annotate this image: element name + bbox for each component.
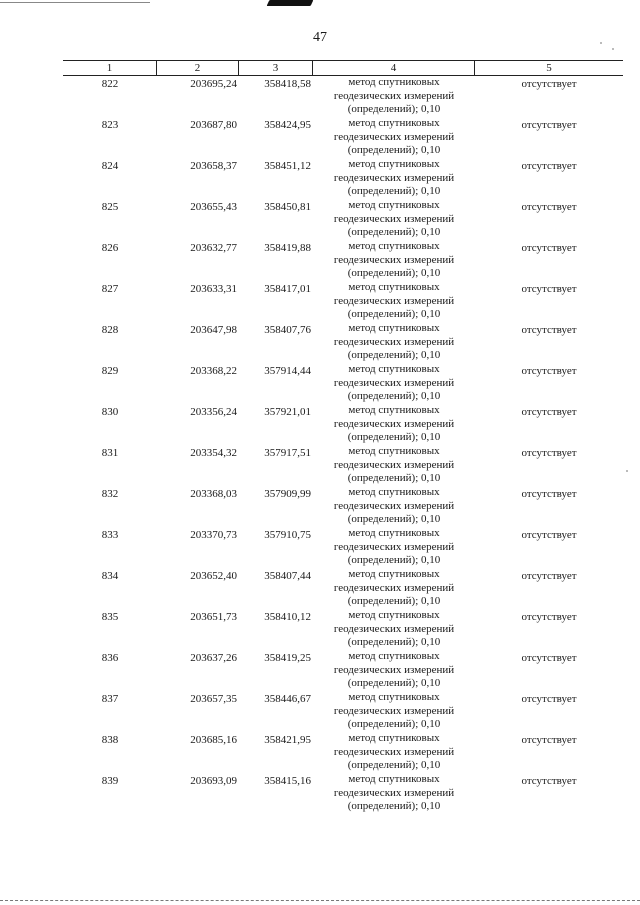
point-number	[63, 404, 157, 445]
coordinate-y-text: 358407,76	[264, 324, 311, 336]
coordinate-y-text: 358417,01	[264, 283, 311, 295]
coordinate-x-text: 203368,22	[190, 365, 237, 377]
coordinate-y-text: 357914,44	[264, 365, 311, 377]
coordinate-y	[239, 117, 313, 158]
coordinate-x-text: 203687,80	[190, 119, 237, 131]
coordinate-y-text: 358450,81	[264, 201, 311, 213]
point-number	[63, 281, 157, 322]
method-line: метод спутниковых	[348, 650, 440, 662]
point-description	[475, 363, 623, 404]
table-row	[63, 199, 623, 240]
coordinate-x	[157, 117, 239, 158]
point-number	[63, 691, 157, 732]
point-description	[475, 486, 623, 527]
method-line: метод спутниковых	[348, 404, 440, 416]
point-number	[63, 199, 157, 240]
table-row	[63, 486, 623, 527]
point-number-text: 832	[101, 488, 119, 500]
method-line: геодезических измерений	[333, 171, 455, 184]
coordinate-y	[239, 363, 313, 404]
table-row	[63, 650, 623, 691]
point-number	[63, 76, 157, 117]
method-line: метод спутниковых	[348, 445, 440, 457]
point-description-text: отсутствует	[521, 406, 577, 418]
point-number-text: 824	[101, 160, 119, 172]
coordinate-x-text: 203632,77	[190, 242, 237, 254]
coordinate-y	[239, 650, 313, 691]
point-description	[475, 650, 623, 691]
table-row	[63, 404, 623, 445]
point-description	[475, 158, 623, 199]
coordinate-x-text: 203370,73	[190, 529, 237, 541]
method-line: геодезических измерений	[333, 417, 455, 430]
coordinate-y-text: 357921,01	[264, 406, 311, 418]
method-line: метод спутниковых	[348, 158, 440, 170]
coordinate-x-text: 203651,73	[190, 611, 237, 623]
method-line: (определений); 0,10	[347, 472, 441, 484]
coordinate-x	[157, 691, 239, 732]
point-number	[63, 650, 157, 691]
coordinate-x	[157, 240, 239, 281]
table-row	[63, 158, 623, 199]
point-description	[475, 76, 623, 117]
coordinate-y-text: 358419,25	[264, 652, 311, 664]
method-line: метод спутниковых	[348, 322, 440, 334]
point-description	[475, 527, 623, 568]
method-line: (определений); 0,10	[347, 636, 441, 648]
coordinate-y-text: 357909,99	[264, 488, 311, 500]
point-number-text: 827	[101, 283, 119, 295]
method-line: метод спутниковых	[348, 527, 440, 539]
method-line: (определений); 0,10	[347, 390, 441, 402]
coordinate-x	[157, 76, 239, 117]
coordinate-y-text: 358418,58	[264, 78, 311, 90]
coordinate-y	[239, 732, 313, 773]
point-number	[63, 732, 157, 773]
coordinate-x-text: 203658,37	[190, 160, 237, 172]
method-line: (определений); 0,10	[347, 144, 441, 156]
coordinate-x-text: 203655,43	[190, 201, 237, 213]
point-description-text: отсутствует	[521, 283, 577, 295]
point-number-text: 823	[101, 119, 119, 131]
coordinate-y	[239, 322, 313, 363]
point-number-text: 836	[101, 652, 119, 664]
scan-speck	[626, 470, 628, 472]
method-line: (определений); 0,10	[347, 185, 441, 197]
point-number	[63, 486, 157, 527]
header-col-2: 2	[157, 61, 239, 75]
point-number-text: 830	[101, 406, 119, 418]
coordinate-x-text: 203354,32	[190, 447, 237, 459]
coordinate-y	[239, 158, 313, 199]
coordinate-x	[157, 609, 239, 650]
method-line: (определений); 0,10	[347, 677, 441, 689]
point-description-text: отсутствует	[521, 78, 577, 90]
coordinate-y-text: 357917,51	[264, 447, 311, 459]
coordinate-x	[157, 322, 239, 363]
method-line: (определений); 0,10	[347, 800, 441, 812]
coordinate-y-text: 358421,95	[264, 734, 311, 746]
method-line: геодезических измерений	[333, 786, 455, 799]
table-row	[63, 76, 623, 117]
point-number-text: 822	[101, 78, 119, 90]
method-cell	[313, 732, 475, 773]
coordinate-y-text: 358419,88	[264, 242, 311, 254]
scan-artifact-mark	[267, 0, 314, 6]
table-row	[63, 322, 623, 363]
point-number	[63, 445, 157, 486]
point-description	[475, 732, 623, 773]
point-description-text: отсутствует	[521, 611, 577, 623]
point-description-text: отсутствует	[521, 775, 577, 787]
point-number-text: 829	[101, 365, 119, 377]
method-line: метод спутниковых	[348, 76, 440, 88]
method-line: геодезических измерений	[333, 130, 455, 143]
point-description-text: отсутствует	[521, 365, 577, 377]
method-line: (определений); 0,10	[347, 595, 441, 607]
header-col-3: 3	[239, 61, 313, 75]
point-number	[63, 322, 157, 363]
point-number	[63, 609, 157, 650]
method-cell	[313, 199, 475, 240]
point-number	[63, 773, 157, 814]
table-row	[63, 568, 623, 609]
method-cell	[313, 691, 475, 732]
method-cell	[313, 322, 475, 363]
point-description	[475, 404, 623, 445]
point-number-text: 825	[101, 201, 119, 213]
method-line: метод спутниковых	[348, 773, 440, 785]
coordinate-x	[157, 445, 239, 486]
table-row	[63, 527, 623, 568]
scan-artifact-line	[0, 2, 150, 3]
method-cell	[313, 609, 475, 650]
coordinate-y-text: 358415,16	[264, 775, 311, 787]
coordinate-x-text: 203647,98	[190, 324, 237, 336]
method-line: геодезических измерений	[333, 253, 455, 266]
method-cell	[313, 486, 475, 527]
table-body	[63, 76, 623, 814]
coordinate-x-text: 203637,26	[190, 652, 237, 664]
point-number-text: 833	[101, 529, 119, 541]
coordinate-x	[157, 199, 239, 240]
point-description	[475, 117, 623, 158]
point-description	[475, 281, 623, 322]
method-cell	[313, 117, 475, 158]
table-row	[63, 117, 623, 158]
coordinate-y-text: 358451,12	[264, 160, 311, 172]
point-description-text: отсутствует	[521, 160, 577, 172]
point-description	[475, 445, 623, 486]
coordinate-y-text: 358446,67	[264, 693, 311, 705]
point-description	[475, 240, 623, 281]
method-line: метод спутниковых	[348, 240, 440, 252]
coordinate-x-text: 203652,40	[190, 570, 237, 582]
point-description-text: отсутствует	[521, 119, 577, 131]
method-line: метод спутниковых	[348, 568, 440, 580]
point-description-text: отсутствует	[521, 652, 577, 664]
point-description	[475, 568, 623, 609]
coordinate-x-text: 203356,24	[190, 406, 237, 418]
point-number-text: 828	[101, 324, 119, 336]
method-line: геодезических измерений	[333, 499, 455, 512]
method-line: (определений); 0,10	[347, 554, 441, 566]
point-number	[63, 568, 157, 609]
method-line: геодезических измерений	[333, 89, 455, 102]
table-row	[63, 609, 623, 650]
method-cell	[313, 404, 475, 445]
method-line: геодезических измерений	[333, 622, 455, 635]
coordinate-y	[239, 691, 313, 732]
coordinate-x	[157, 527, 239, 568]
method-line: метод спутниковых	[348, 199, 440, 211]
point-description-text: отсутствует	[521, 529, 577, 541]
coordinate-y-text: 358407,44	[264, 570, 311, 582]
point-description	[475, 199, 623, 240]
method-line: метод спутниковых	[348, 732, 440, 744]
coordinate-y	[239, 404, 313, 445]
coordinate-x	[157, 568, 239, 609]
coordinate-y	[239, 199, 313, 240]
method-cell	[313, 445, 475, 486]
coordinate-x-text: 203685,16	[190, 734, 237, 746]
method-line: (определений); 0,10	[347, 226, 441, 238]
point-description-text: отсутствует	[521, 242, 577, 254]
method-cell	[313, 76, 475, 117]
point-number-text: 838	[101, 734, 119, 746]
method-line: метод спутниковых	[348, 363, 440, 375]
method-line: (определений); 0,10	[347, 718, 441, 730]
method-cell	[313, 281, 475, 322]
scan-speck	[612, 48, 614, 50]
method-line: геодезических измерений	[333, 663, 455, 676]
method-line: геодезических измерений	[333, 335, 455, 348]
table-header	[63, 60, 623, 76]
table-row	[63, 732, 623, 773]
point-number	[63, 527, 157, 568]
method-line: метод спутниковых	[348, 609, 440, 621]
coordinate-x-text: 203633,31	[190, 283, 237, 295]
method-line: геодезических измерений	[333, 458, 455, 471]
coordinate-y	[239, 240, 313, 281]
method-cell	[313, 568, 475, 609]
point-number-text: 831	[101, 447, 119, 459]
coordinate-x-text: 203695,24	[190, 78, 237, 90]
point-description-text: отсутствует	[521, 488, 577, 500]
coordinate-y-text: 358410,12	[264, 611, 311, 623]
point-description	[475, 322, 623, 363]
method-line: (определений); 0,10	[347, 103, 441, 115]
point-description-text: отсутствует	[521, 324, 577, 336]
point-description-text: отсутствует	[521, 201, 577, 213]
method-line: (определений); 0,10	[347, 349, 441, 361]
point-number	[63, 158, 157, 199]
table-row	[63, 363, 623, 404]
table-row	[63, 445, 623, 486]
coordinate-x	[157, 363, 239, 404]
point-number	[63, 240, 157, 281]
coordinate-y	[239, 609, 313, 650]
method-cell	[313, 363, 475, 404]
coordinate-y	[239, 527, 313, 568]
scan-artifact-bottom-line	[0, 900, 640, 902]
method-line: метод спутниковых	[348, 691, 440, 703]
method-line: геодезических измерений	[333, 704, 455, 717]
point-description	[475, 773, 623, 814]
point-description-text: отсутствует	[521, 734, 577, 746]
point-description	[475, 609, 623, 650]
method-cell	[313, 527, 475, 568]
coordinate-y	[239, 445, 313, 486]
header-col-4: 4	[313, 61, 475, 75]
point-description-text: отсутствует	[521, 693, 577, 705]
header-col-5: 5	[546, 62, 552, 74]
coordinate-x	[157, 158, 239, 199]
method-line: метод спутниковых	[348, 281, 440, 293]
method-line: геодезических измерений	[333, 376, 455, 389]
coordinate-x	[157, 486, 239, 527]
coordinate-x	[157, 773, 239, 814]
coordinate-y	[239, 568, 313, 609]
method-cell	[313, 158, 475, 199]
coordinate-x-text: 203657,35	[190, 693, 237, 705]
point-number-text: 835	[101, 611, 119, 623]
method-line: метод спутниковых	[348, 117, 440, 129]
method-cell	[313, 773, 475, 814]
point-number-text: 826	[101, 242, 119, 254]
coordinate-x-text: 203368,03	[190, 488, 237, 500]
point-number	[63, 363, 157, 404]
table-row	[63, 691, 623, 732]
coordinate-x	[157, 404, 239, 445]
point-number-text: 834	[101, 570, 119, 582]
method-line: геодезических измерений	[333, 212, 455, 225]
coordinate-y	[239, 281, 313, 322]
method-cell	[313, 650, 475, 691]
point-number	[63, 117, 157, 158]
table-row	[63, 773, 623, 814]
coordinate-y	[239, 76, 313, 117]
method-line: (определений); 0,10	[347, 308, 441, 320]
page-number: 47	[313, 30, 327, 45]
coordinate-y-text: 358424,95	[264, 119, 311, 131]
point-description-text: отсутствует	[521, 447, 577, 459]
header-col-1: 1	[63, 61, 157, 75]
point-description-text: отсутствует	[521, 570, 577, 582]
point-number-text: 837	[101, 693, 119, 705]
table-row	[63, 281, 623, 322]
method-line: (определений); 0,10	[347, 267, 441, 279]
coordinate-y	[239, 486, 313, 527]
coordinate-x	[157, 281, 239, 322]
point-description	[475, 691, 623, 732]
table-row	[63, 240, 623, 281]
method-line: (определений); 0,10	[347, 759, 441, 771]
method-line: метод спутниковых	[348, 486, 440, 498]
coordinate-x	[157, 650, 239, 691]
method-line: геодезических измерений	[333, 745, 455, 758]
coordinate-x-text: 203693,09	[190, 775, 237, 787]
method-line: (определений); 0,10	[347, 431, 441, 443]
point-number-text: 839	[101, 775, 119, 787]
method-line: геодезических измерений	[333, 581, 455, 594]
method-cell	[313, 240, 475, 281]
coordinate-x	[157, 732, 239, 773]
method-line: геодезических измерений	[333, 294, 455, 307]
method-line: геодезических измерений	[333, 540, 455, 553]
coordinate-y-text: 357910,75	[264, 529, 311, 541]
coordinate-y	[239, 773, 313, 814]
method-line: (определений); 0,10	[347, 513, 441, 525]
